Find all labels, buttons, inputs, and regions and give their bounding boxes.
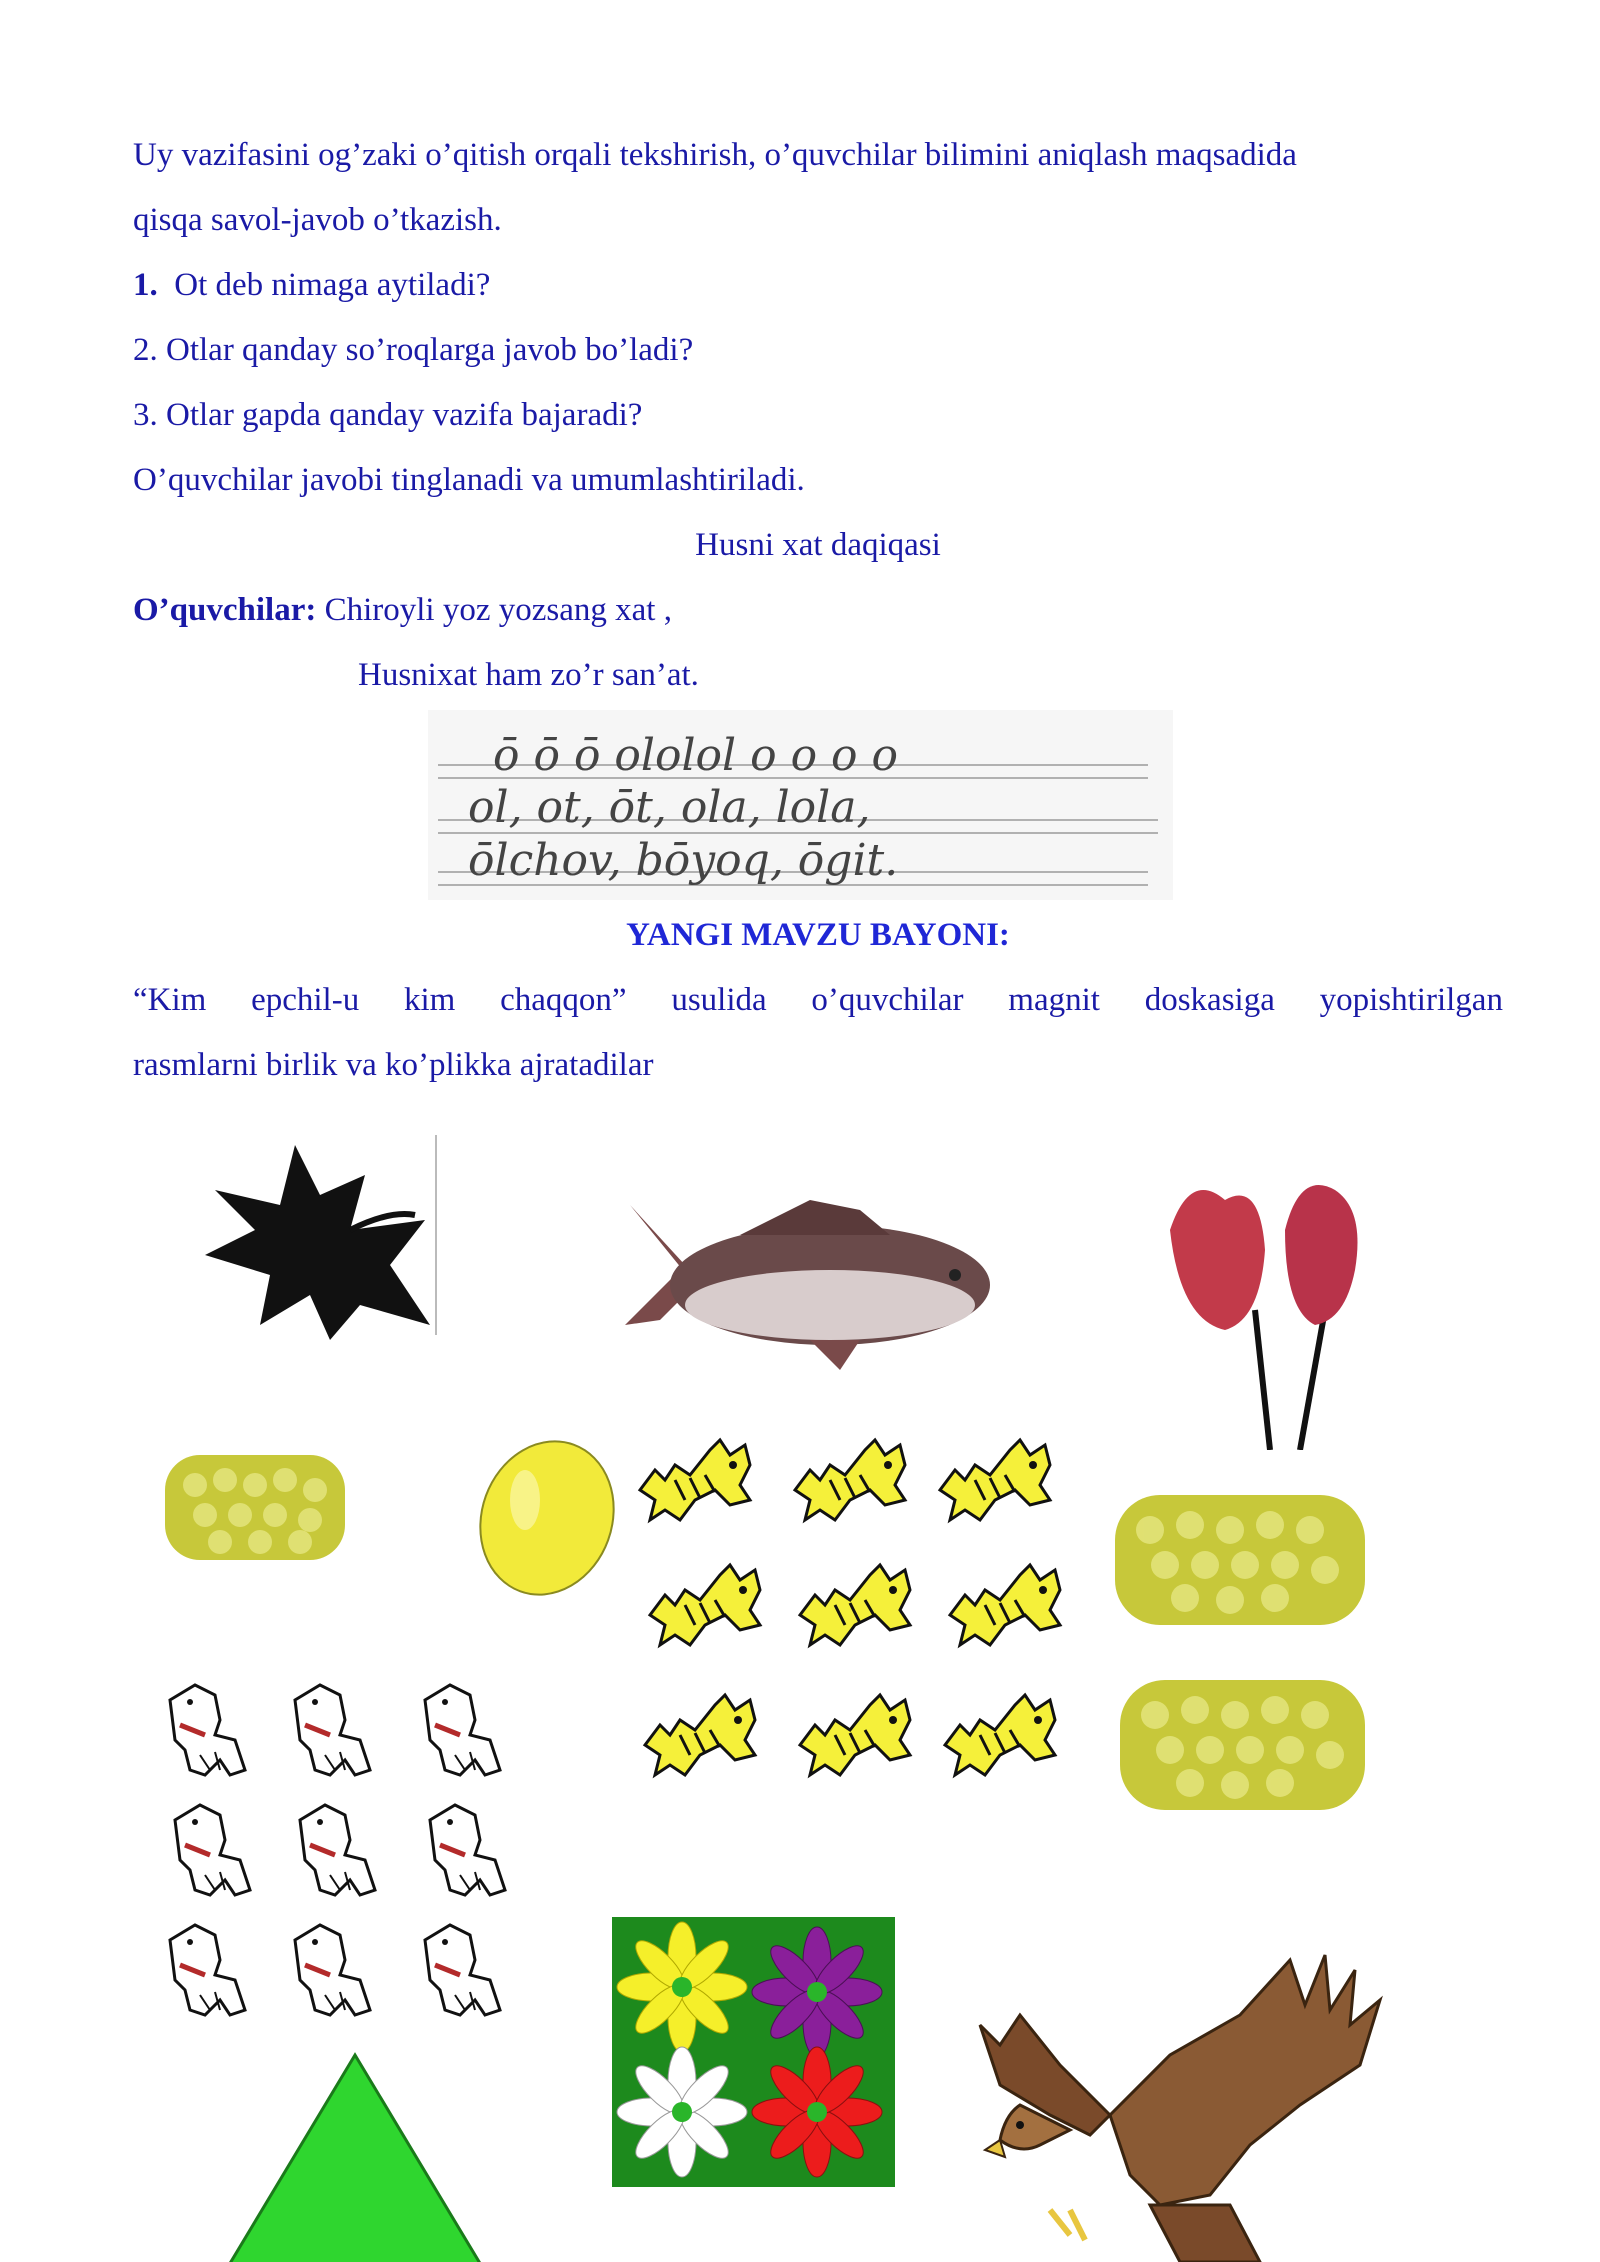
handwriting-line-3: ōlchov, bōyoq, ōgit.	[468, 835, 899, 886]
method-word: magnit	[1008, 982, 1100, 1018]
grapes-image	[160, 1450, 350, 1565]
poem-text-1: Chiroyli yoz yozsang xat ,	[324, 592, 672, 628]
grapes-image	[1110, 1490, 1370, 1630]
fish-image	[610, 1185, 1000, 1390]
grapes-image	[1115, 1675, 1370, 1815]
section-title: Husni xat daqiqasi	[695, 527, 941, 563]
lemon-image	[475, 1430, 620, 1600]
method-word: “Kim	[133, 982, 207, 1018]
method-word: o’quvchilar	[811, 982, 964, 1018]
method-word: kim	[403, 982, 456, 1018]
intro-line-1: Uy vazifasini og’zaki o’qitish orqali tekshirish, o’quvchilar bilimini aniqlash maqsadida	[133, 137, 1297, 173]
question-1-text: Ot deb nimaga aytiladi?	[174, 267, 491, 303]
handwriting-line-2: ol, ot, ōt, ola, lola,	[468, 782, 871, 833]
handwriting-sample	[428, 710, 1173, 900]
students-label: O’quvchilar:	[133, 592, 317, 628]
question-1-number: 1.	[133, 267, 158, 303]
new-topic-heading: YANGI MAVZU BAYONI:	[626, 917, 1010, 953]
method-line-1	[133, 980, 1503, 1020]
eagle-image	[960, 1945, 1390, 2262]
triangle-image	[215, 2050, 495, 2262]
poem-line-2: Husnixat ham zo’r san’at.	[358, 657, 699, 693]
method-word: doskasiga	[1144, 982, 1275, 1018]
poem-line-1	[133, 590, 672, 630]
question-1	[133, 265, 490, 305]
tulips-image	[1150, 1170, 1400, 1450]
intro-line-2: qisqa savol-javob o’tkazish.	[133, 202, 502, 238]
handwriting-line-1: ō ō ō ololol o o o o	[493, 730, 899, 781]
method-line-2: rasmlarni birlik va ko’plikka ajratadilar	[133, 1047, 654, 1083]
question-2: 2. Otlar qanday so’roqlarga javob bo’ladi?	[133, 332, 694, 368]
method-word: yopishtirilgan	[1319, 982, 1503, 1018]
method-word: chaqqon”	[500, 982, 627, 1018]
dogs-grid	[160, 1680, 520, 2020]
cats-grid	[635, 1430, 1075, 1795]
leaf-image	[200, 1135, 440, 1350]
flowers-image	[612, 1917, 895, 2187]
method-word: usulida	[671, 982, 767, 1018]
question-3: 3. Otlar gapda qanday vazifa bajaradi?	[133, 397, 643, 433]
answer-note: O’quvchilar javobi tinglanadi va umumlashtiriladi.	[133, 462, 805, 498]
method-word: epchil-u	[251, 982, 360, 1018]
